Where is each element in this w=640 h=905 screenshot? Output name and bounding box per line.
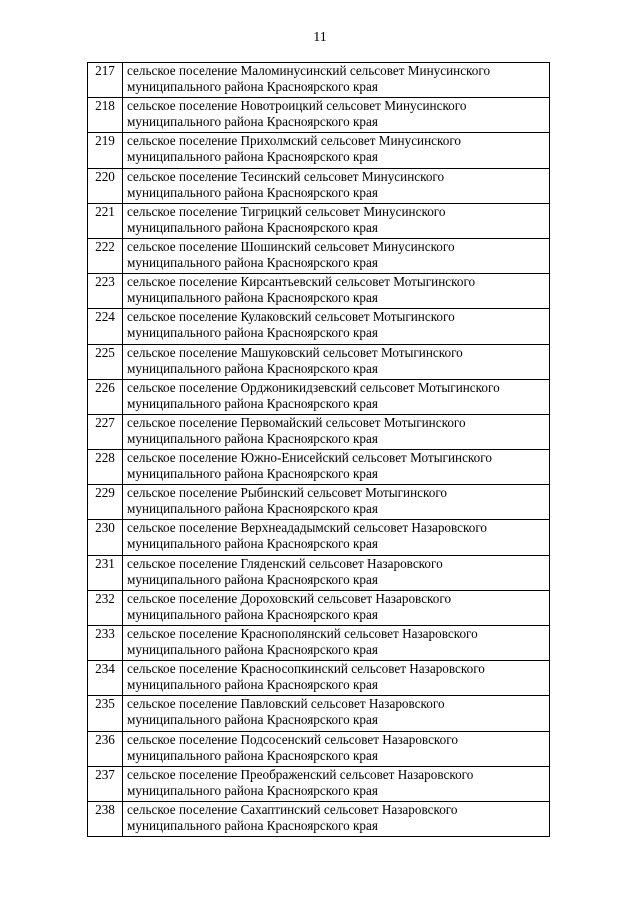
settlement-name-line-2: муниципального района Красноярского края [127,536,378,552]
settlement-name [123,485,550,520]
table-row [88,274,550,309]
table-row [88,801,550,836]
settlement-name-line-2: муниципального района Красноярского края [127,395,378,411]
settlement-name [123,98,550,133]
table-row [88,731,550,766]
settlement-name-line-2: муниципального района Красноярского края [127,114,378,130]
settlement-name [123,555,550,590]
settlement-name [123,344,550,379]
row-number: 222 [88,238,123,273]
settlement-name-line-2: муниципального района Красноярского края [127,290,378,306]
settlement-name [123,238,550,273]
settlement-name-line-2: муниципального района Красноярского края [127,642,378,657]
settlement-name [123,414,550,449]
settlement-name-line-1: сельское поселение Машуковский сельсовет Мотыгинского [127,344,463,360]
settlement-name-line-2: муниципального района Красноярского края [127,747,378,763]
settlement-name-line-1: сельское поселение Тесинский сельсовет Минусинского [127,168,445,184]
settlement-name-line-1: сельское поселение Краснополянский сельсовет Назаровского [127,626,478,641]
table-row [88,766,550,801]
settlement-name-line-1: сельское поселение Преображенский сельсовет Назаровского [127,766,474,782]
row-number: 231 [88,555,123,590]
settlement-name-line-1: сельское поселение Маломинусинский сельсовет Минусинского [127,63,491,78]
settlement-name [123,379,550,414]
row-number: 220 [88,168,123,203]
settlement-name-line-1: сельское поселение Подсосенский сельсовет Назаровского [127,731,458,747]
settlement-name-line-2: муниципального района Красноярского края [127,184,378,200]
row-number: 238 [88,801,123,836]
table-row [88,344,550,379]
row-number: 224 [88,309,123,344]
table-row [88,309,550,344]
settlements-table [87,62,550,837]
row-number: 223 [88,274,123,309]
row-number: 234 [88,661,123,696]
row-number: 236 [88,731,123,766]
table-row [88,63,550,98]
settlement-name-line-2: муниципального района Красноярского края [127,254,378,270]
settlement-name [123,63,550,98]
settlement-name [123,731,550,766]
page-number: 11 [313,30,327,45]
row-number: 228 [88,450,123,485]
table-row [88,203,550,238]
settlement-name-line-1: сельское поселение Павловский сельсовет Назаровского [127,696,445,712]
table-row [88,238,550,273]
table-row [88,379,550,414]
settlement-name [123,450,550,485]
table-row [88,133,550,168]
settlement-name-line-1: сельское поселение Гляденский сельсовет Назаровского [127,555,443,571]
settlement-name-line-2: муниципального района Красноярского края [127,677,378,693]
row-number: 217 [88,63,123,98]
settlement-name-line-1: сельское поселение Красносопкинский сельсовет Назаровского [127,661,485,677]
settlement-name-line-2: муниципального района Красноярского края [127,501,378,517]
settlement-name [123,766,550,801]
settlement-name [123,133,550,168]
table-row [88,520,550,555]
settlement-name-line-2: муниципального района Красноярского края [127,149,378,165]
table-row [88,450,550,485]
settlements-table-body [88,63,550,837]
settlement-name-line-1: сельское поселение Первомайский сельсовет Мотыгинского [127,414,466,430]
settlement-name-line-2: муниципального района Красноярского края [127,430,378,446]
settlement-name-line-1: сельское поселение Верхнеададымский сельсовет Назаровского [127,520,488,536]
table-row [88,168,550,203]
settlement-name-line-1: сельское поселение Кулаковский сельсовет Мотыгинского [127,309,455,325]
settlement-name-line-2: муниципального района Красноярского края [127,712,378,728]
settlement-name-line-1: сельское поселение Рыбинский сельсовет Мотыгинского [127,485,447,501]
settlement-name [123,274,550,309]
row-number: 237 [88,766,123,801]
row-number: 229 [88,485,123,520]
table-row [88,414,550,449]
table-row [88,98,550,133]
row-number: 227 [88,414,123,449]
settlement-name-line-2: муниципального района Красноярского края [127,782,378,798]
row-number: 226 [88,379,123,414]
settlement-name-line-2: муниципального района Красноярского края [127,466,378,482]
table-row [88,485,550,520]
settlement-name-line-1: сельское поселение Шошинский сельсовет Минусинского [127,238,455,254]
settlement-name-line-1: сельское поселение Сахаптинский сельсовет Назаровского [127,801,458,817]
row-number: 235 [88,696,123,731]
row-number: 233 [88,626,123,661]
settlement-name [123,626,550,661]
table-row [88,696,550,731]
settlement-name-line-2: муниципального района Красноярского края [127,325,378,341]
table-row [88,590,550,625]
row-number: 218 [88,98,123,133]
row-number: 219 [88,133,123,168]
settlement-name-line-1: сельское поселение Южно-Енисейский сельсовет Мотыгинского [127,450,492,466]
settlement-name-line-1: сельское поселение Кирсантьевский сельсовет Мотыгинского [127,274,476,290]
settlement-name-line-2: муниципального района Красноярского края [127,79,378,94]
settlement-name [123,203,550,238]
settlement-name-line-2: муниципального района Красноярского края [127,606,378,622]
settlement-name [123,168,550,203]
table-row [88,661,550,696]
settlement-name-line-1: сельское поселение Дороховский сельсовет Назаровского [127,590,452,606]
settlement-name [123,520,550,555]
settlement-name-line-2: муниципального района Красноярского края [127,571,378,587]
settlement-name-line-2: муниципального района Красноярского края [127,219,378,235]
table-row [88,626,550,661]
settlement-name [123,696,550,731]
settlement-name [123,309,550,344]
settlement-name-line-1: сельское поселение Новотроицкий сельсовет Минусинского [127,98,467,114]
row-number: 225 [88,344,123,379]
settlement-name [123,801,550,836]
settlement-name-line-1: сельское поселение Орджоникидзевский сельсовет Мотыгинского [127,379,500,395]
settlement-name-line-2: муниципального района Красноярского края [127,360,378,376]
table-row [88,555,550,590]
settlement-name-line-1: сельское поселение Прихолмский сельсовет Минусинского [127,133,462,149]
settlement-name [123,590,550,625]
settlement-name [123,661,550,696]
row-number: 232 [88,590,123,625]
settlement-name-line-2: муниципального района Красноярского края [127,817,378,833]
row-number: 230 [88,520,123,555]
settlement-name-line-1: сельское поселение Тигрицкий сельсовет Минусинского [127,203,446,219]
row-number: 221 [88,203,123,238]
